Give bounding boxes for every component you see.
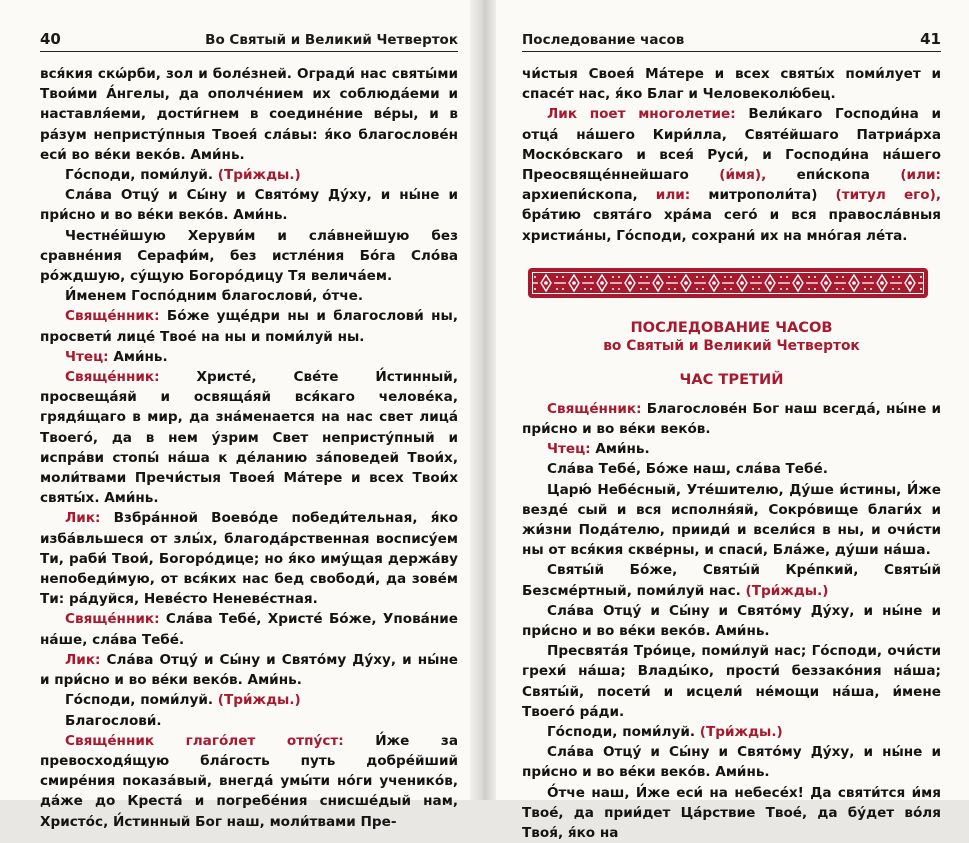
section-subtitle: во Святый и Великий Четверток xyxy=(603,337,860,354)
paragraph-text: Го́споди, поми́луй. xyxy=(65,692,214,709)
text-paragraph xyxy=(522,64,941,104)
book-gutter xyxy=(470,0,496,800)
text-paragraph xyxy=(40,367,458,508)
right-body-text-top xyxy=(522,64,941,246)
rubric-label: Свяще́нник: xyxy=(65,308,160,325)
rubric-label: Свяще́нник: xyxy=(547,400,642,417)
paragraph-text: Сла́ва Отцу́ и Сы́ну и Свято́му Ду́ху, и ны́не и при́сно и во ве́ки веко́в. Ами́нь. xyxy=(40,187,458,224)
ornament-pattern-icon xyxy=(532,272,924,294)
rubric-label: Свяще́нник глаго́лет отпу́ст: xyxy=(65,732,344,749)
text-paragraph xyxy=(522,722,941,742)
paragraph-text: Бо́же уще́дри ны и благослови́ ны, просвети́ лице́ Твое́ на ны и поми́луй ны. xyxy=(40,308,458,345)
rubric-insert: (или: xyxy=(869,167,941,184)
rubric-insert: (и́мя), xyxy=(688,167,767,184)
paragraph-text: Взбра́нной Воево́де победи́тельная, я́ко изба́вльшеся от злы́х, благода́рственная воспису́ем Ти, раби́ Твои́, Богоро́дице; но я́ко иму́щая держа́ву непобеди́мую, от вся́ких нас бед свободи́, да зове́м Ти: ра́дуйся, Неве́сто Неневе́стная. xyxy=(40,510,458,608)
left-page xyxy=(0,0,470,830)
text-paragraph xyxy=(40,226,458,287)
paragraph-text: Благослови́. xyxy=(65,712,162,729)
text-paragraph xyxy=(522,439,941,459)
paragraph-text: Христе́, Све́те И́стинный, просвеща́яй и освяща́яй вся́каго челове́ка, грядя́щаго в мир, да зна́менается на нас свет лица́ Твоего́, да в нем у́зрим Свет непристу́пный и испра́ви стопы́ на́ша к де́ланию за́поведей Твои́х, моли́твами Пречи́стыя Твоея́ Ма́тере и всех Твои́х святы́х. Ами́нь. xyxy=(40,369,458,507)
paragraph-text: Сла́ва Отцу́ и Сы́ну и Свято́му Ду́ху, и ны́не и при́сно и во ве́ки веко́в. Ами́нь. xyxy=(522,602,941,640)
rubric-tail: (Три́жды.) xyxy=(695,724,783,741)
text-paragraph xyxy=(40,690,458,710)
text-paragraph xyxy=(40,731,458,832)
paragraph-text: Сла́ва Отцу́ и Сы́ну и Свято́му Ду́ху, и ны́не и при́сно и во ве́ки веко́в. Ами́нь. xyxy=(522,744,941,781)
page-number-left: 40 xyxy=(40,30,61,48)
paragraph-text: чи́стыя Своея́ Ма́тере и всех святы́х поми́лует и спасе́т нас, я́ко Благ и Человеколю́бец. xyxy=(522,66,941,103)
paragraph-text: Ами́нь. xyxy=(108,348,168,365)
paragraph-text: О́тче наш, И́же еси́ на небесе́х! Да святи́тся и́мя Твое́, да прии́дет Ца́рствие Твое́, да бу́дет во́ля Твоя́, я́ко на xyxy=(522,784,941,842)
rubric-insert: (титул его), xyxy=(817,187,941,204)
rubric-label: Лик: xyxy=(65,510,101,527)
rubric-tail: (Три́жды.) xyxy=(213,167,301,184)
text-paragraph xyxy=(522,459,941,479)
page-number-right: 41 xyxy=(920,30,941,48)
section-title-block xyxy=(522,318,941,389)
running-title-right: Последование часов xyxy=(522,32,685,48)
text-paragraph xyxy=(522,104,941,245)
text-paragraph xyxy=(522,783,941,843)
paragraph-text: Го́споди, поми́луй. xyxy=(65,167,214,184)
left-header xyxy=(40,30,458,52)
rubric-tail: (Три́жды.) xyxy=(213,692,301,709)
text-paragraph xyxy=(522,480,941,561)
text-paragraph xyxy=(40,711,458,731)
section-title: ПОСЛЕДОВАНИЕ ЧАСОВ xyxy=(630,318,833,336)
text-paragraph xyxy=(40,286,458,306)
right-body-text-bottom xyxy=(522,399,941,843)
text-paragraph xyxy=(40,609,458,649)
hour-title: ЧАС ТРЕТИЙ xyxy=(679,370,784,388)
paragraph-text: вся́кия скѡ́рби, зол и боле́зней. Огради́ нас святы́ми Твои́ми А́нгелы, да ополче́нием их соблюда́еми и наставля́еми, дости́гнем в соедине́ние ве́ры, и в ра́зум непристу́пныя Твоея́ сла́вы: я́ко благослове́н еси́ во ве́ки веко́в. Ами́нь. xyxy=(40,66,458,163)
paragraph-text: Сла́ва Отцу́ и Сы́ну и Свято́му Ду́ху, и ны́не и при́сно и во ве́ки веко́в. Ами́нь. xyxy=(40,651,458,689)
paragraph-text: И́менем Госпо́дним благослови́, о́тче. xyxy=(65,288,364,305)
rubric-label: Свяще́нник: xyxy=(65,611,160,628)
text-paragraph xyxy=(40,347,458,367)
rubric-label: Лик поет многолетие: xyxy=(547,106,736,123)
rubric-insert: или: xyxy=(637,187,691,204)
text-paragraph xyxy=(40,306,458,346)
running-title-left: Во Святый и Великий Четверток xyxy=(205,32,458,48)
paragraph-text: Сла́ва Тебе́, Христе́ Бо́же, Упова́ние на́ше, сла́ва Тебе́. xyxy=(40,611,458,648)
paragraph-text: бра́тию свята́го хра́ма сего́ и вся правосла́вныя христиа́ны, Го́споди, сохрани́ их на мно́гая ле́та. xyxy=(522,207,941,244)
paragraph-text: Сла́ва Тебе́, Бо́же наш, сла́ва Тебе́. xyxy=(547,461,828,478)
paragraph-text: Пресвята́я Тро́ице, поми́луй нас; Го́споди, очи́сти грехи́ на́ша; Влады́ко, прости́ беззако́ния на́ша; Святы́й, посети́ и исцели́ не́мощи на́ша, и́мене Твоего́ ра́ди. xyxy=(522,643,941,720)
paragraph-text: И́же за превосходя́щую бла́гость путь добре́йший смире́ния показа́вый, внегда́ умы́ти но́ги ученико́в, да́же до Креста́ и погребе́ния снисше́дый нам, Христо́с, И́стинный Бог наш, моли́твами Пре- xyxy=(40,732,458,830)
paragraph-text: Го́споди, поми́луй. xyxy=(547,724,696,741)
paragraph-text: Честне́йшую Херуви́м и сла́внейшую без сравне́ния Серафи́м, без истле́ния Бо́га Сло́ва ро́ждшую, су́щую Богоро́дицу Тя велича́ем. xyxy=(40,227,458,285)
text-paragraph xyxy=(522,601,941,641)
left-body-text xyxy=(40,64,458,832)
rubric-label: Свяще́нник: xyxy=(65,369,160,386)
rubric-label: Лик: xyxy=(65,651,101,668)
paragraph-text: архиепи́скопа, xyxy=(522,187,638,204)
right-page xyxy=(496,0,969,842)
rubric-tail: (Три́жды.) xyxy=(740,582,829,599)
text-paragraph xyxy=(522,742,941,782)
paragraph-text: епи́скопа xyxy=(766,167,870,184)
text-paragraph xyxy=(40,165,458,185)
paragraph-text: Благослове́н Бог наш всегда́, ны́не и при́сно и во ве́ки веко́в. xyxy=(522,400,941,438)
rubric-label: Чтец: xyxy=(65,348,109,365)
text-paragraph xyxy=(40,185,458,225)
text-paragraph xyxy=(522,560,941,600)
text-paragraph xyxy=(522,641,941,722)
decorative-ornament-band xyxy=(528,268,928,298)
rubric-label: Чтец: xyxy=(547,441,591,458)
right-header xyxy=(522,30,941,52)
paragraph-text: Святы́й Бо́же, Святы́й Кре́пкий, Святы́й Безсме́ртный, поми́луй нас. xyxy=(522,562,941,599)
text-paragraph xyxy=(40,650,458,690)
text-paragraph xyxy=(40,64,458,165)
paragraph-text: митрополи́та) xyxy=(690,187,818,204)
paragraph-text: Ами́нь. xyxy=(590,441,650,458)
text-paragraph xyxy=(40,508,458,609)
paragraph-text: Царю́ Небе́сный, Уте́шителю, Ду́ше и́стины, И́же везде́ сый и вся исполня́яй, Сокро́вище благи́х и жи́зни Пода́телю, прииди́ и всели́ся в ны, и очи́сти ны от вся́кия скве́рны, и спаси́, Бла́же, ду́ши на́ша. xyxy=(522,481,941,559)
text-paragraph xyxy=(522,399,941,439)
paragraph-text: Вели́каго Господи́на и отца́ на́шего Кири́лла, Святе́йшаго Патриа́рха Моско́вскаго и всея́ Руси́, и Господи́на на́шего Преосвяще́ннейшаго xyxy=(522,106,941,184)
